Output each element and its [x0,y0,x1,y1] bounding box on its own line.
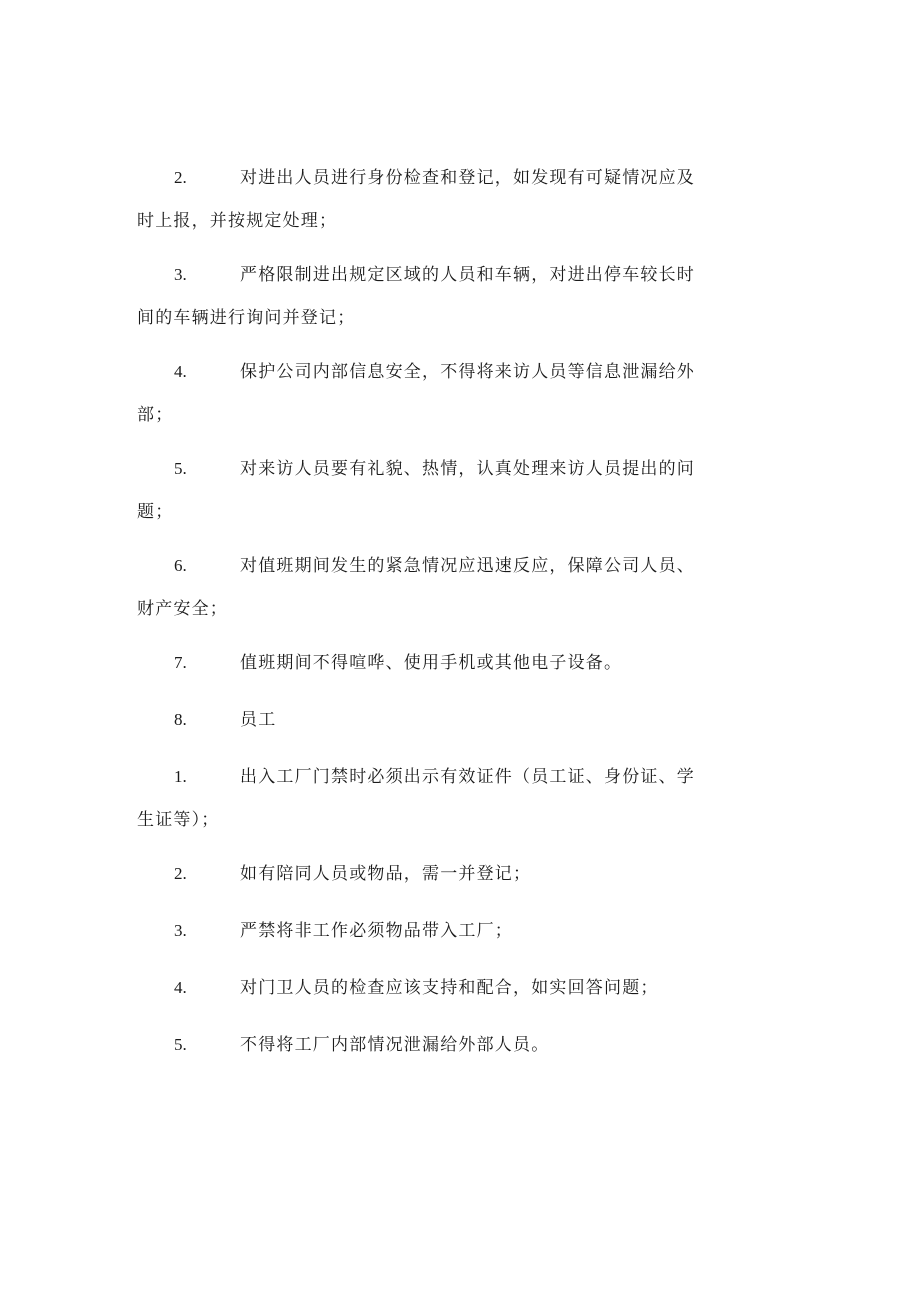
item-text: 不得将工厂内部情况泄漏给外部人员。 [240,1035,550,1055]
item-number: 8. [174,710,187,729]
item-number: 3. [174,921,187,940]
item-text: 对来访人员要有礼貌、热情，认真处理来访人员提出的问 [240,459,695,479]
item-number: 5. [174,459,187,478]
item-number: 2. [174,864,187,883]
item-text: 对门卫人员的检查应该支持和配合，如实回答问题； [240,978,659,998]
item-text-continued: 部； [137,405,174,425]
item-number: 7. [174,653,187,672]
item-text: 如有陪同人员或物品，需一并登记； [240,864,532,884]
item-text: 严禁将非工作必须物品带入工厂； [240,921,513,941]
item-text: 值班期间不得喧哗、使用手机或其他电子设备。 [240,653,623,673]
item-number: 4. [174,362,187,381]
item-text-continued: 间的车辆进行询问并登记； [137,308,356,328]
item-text: 严格限制进出规定区域的人员和车辆，对进出停车较长时 [240,265,695,285]
item-text: 保护公司内部信息安全，不得将来访人员等信息泄漏给外 [240,362,695,382]
item-number: 3. [174,265,187,284]
item-number: 4. [174,978,187,997]
item-number: 1. [174,767,187,786]
item-text: 对值班期间发生的紧急情况应迅速反应，保障公司人员、 [240,556,695,576]
item-text: 出入工厂门禁时必须出示有效证件（员工证、身份证、学 [240,767,695,787]
item-number: 5. [174,1035,187,1054]
section-heading: 员工 [240,710,277,730]
item-text: 对进出人员进行身份检查和登记，如发现有可疑情况应及 [240,168,695,188]
item-number: 2. [174,168,187,187]
item-number: 6. [174,556,187,575]
item-text-continued: 时上报，并按规定处理； [137,211,338,231]
item-text-continued: 生证等）； [137,810,220,830]
item-text-continued: 财产安全； [137,599,228,619]
item-text-continued: 题； [137,502,174,522]
